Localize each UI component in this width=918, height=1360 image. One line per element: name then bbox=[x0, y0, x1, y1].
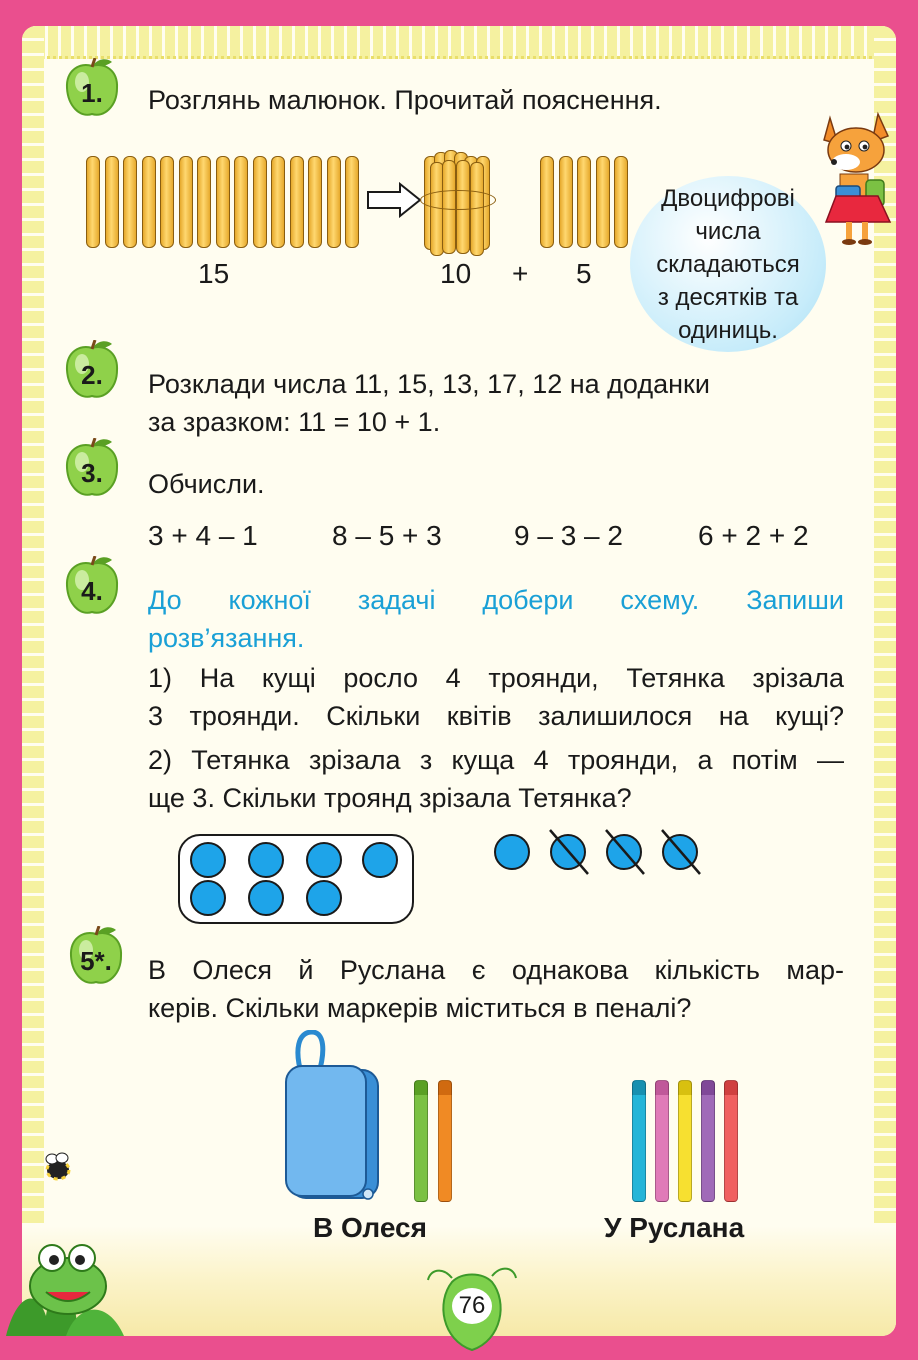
fox-character-icon bbox=[816, 104, 900, 246]
counting-rod bbox=[105, 156, 119, 248]
bubble-line: числа bbox=[695, 217, 761, 245]
speech-bubble bbox=[630, 176, 826, 352]
problem-2-line-2: ще 3. Скільки троянд зрізала Тетянка? bbox=[148, 783, 632, 813]
counting-rod bbox=[142, 156, 156, 248]
marker-icon bbox=[414, 1080, 428, 1202]
counting-rod bbox=[308, 156, 322, 248]
task-2-line-2: за зразком: 11 = 10 + 1. bbox=[148, 407, 441, 437]
counting-rod bbox=[540, 156, 554, 248]
problem-1-line-2: 3 троянди. Скільки квітів залишилося на кущі? bbox=[148, 701, 844, 731]
marker-icon bbox=[632, 1080, 646, 1202]
counting-rod bbox=[86, 156, 100, 248]
plus-sign: + bbox=[512, 258, 529, 289]
task-number: 5*. bbox=[80, 946, 112, 976]
label-5: 5 bbox=[576, 258, 592, 289]
counting-rod bbox=[253, 156, 267, 248]
bubble-line: складаються bbox=[656, 250, 800, 278]
task-number: 1. bbox=[81, 78, 103, 108]
lace-border-top bbox=[22, 26, 896, 59]
circle-icon bbox=[362, 842, 398, 878]
counting-rod bbox=[160, 156, 174, 248]
apple-icon-task-4 bbox=[62, 556, 122, 618]
counting-rod bbox=[327, 156, 341, 248]
counting-rod bbox=[123, 156, 137, 248]
counting-rod bbox=[179, 156, 193, 248]
marker-icon bbox=[438, 1080, 452, 1202]
problem-1-line-1: 1) На кущі росло 4 троянди, Тетянка зрізала bbox=[148, 663, 844, 693]
label-10: 10 bbox=[440, 258, 472, 289]
frog-icon bbox=[6, 1226, 134, 1338]
task-number: 4. bbox=[81, 576, 103, 606]
circle-icon bbox=[248, 880, 284, 916]
apple-icon-task-3 bbox=[62, 438, 122, 500]
counting-rod bbox=[197, 156, 211, 248]
bubble-line: одиниць. bbox=[678, 316, 778, 344]
task-5-line-1: В Олеся й Руслана є однакова кількість мар- bbox=[148, 955, 844, 985]
expression: 3 + 4 – 1 bbox=[148, 520, 258, 551]
counting-rod bbox=[216, 156, 230, 248]
task-1-text: Розглянь малюнок. Прочитай пояснення. bbox=[148, 85, 662, 115]
counting-rod bbox=[614, 156, 628, 248]
circle-icon bbox=[306, 880, 342, 916]
counting-rod bbox=[290, 156, 304, 248]
marker-icon bbox=[655, 1080, 669, 1202]
task-number: 3. bbox=[81, 458, 103, 488]
expression: 8 – 5 + 3 bbox=[332, 520, 442, 551]
bundle-band bbox=[420, 190, 496, 210]
pencil-case-icon bbox=[282, 1030, 382, 1206]
counting-rod bbox=[271, 156, 285, 248]
apple-icon-task-5 bbox=[66, 926, 126, 988]
task-5-line-2: керів. Скільки маркерів міститься в пеналі? bbox=[148, 993, 692, 1023]
counting-rod bbox=[596, 156, 610, 248]
caption-ruslan: У Руслана bbox=[604, 1212, 745, 1243]
lace-border-left bbox=[22, 26, 44, 1336]
problem-2-line-1: 2) Тетянка зрізала з куща 4 троянди, а потім — bbox=[148, 745, 844, 775]
caption-olesya: В Олеся bbox=[313, 1212, 427, 1243]
task-4-instruction-line-1: До кожної задачі добери схему. Запиши bbox=[148, 585, 844, 615]
counting-rod bbox=[577, 156, 591, 248]
counting-rod bbox=[345, 156, 359, 248]
counting-rod bbox=[559, 156, 573, 248]
apple-icon-task-1 bbox=[62, 58, 122, 120]
task-3-text: Обчисли. bbox=[148, 469, 265, 499]
apple-icon-task-2 bbox=[62, 340, 122, 402]
bubble-line: з десятків та bbox=[657, 283, 799, 311]
expression: 9 – 3 – 2 bbox=[514, 520, 623, 551]
circle-icon bbox=[190, 842, 226, 878]
circle-icon bbox=[494, 834, 530, 870]
strike-lines bbox=[540, 824, 710, 880]
label-15: 15 bbox=[198, 258, 230, 289]
bee-icon bbox=[40, 1150, 74, 1184]
task-2-line-1: Розклади числа 11, 15, 13, 17, 12 на доданки bbox=[148, 369, 710, 399]
circle-icon bbox=[248, 842, 284, 878]
expression: 6 + 2 + 2 bbox=[698, 520, 809, 551]
task-4-instruction-line-2: розв’язання. bbox=[148, 623, 305, 653]
bubble-line: Двоцифрові bbox=[661, 184, 795, 212]
counting-rod bbox=[234, 156, 248, 248]
circle-icon bbox=[306, 842, 342, 878]
marker-icon bbox=[678, 1080, 692, 1202]
task-number: 2. bbox=[81, 360, 103, 390]
arrow-right-icon bbox=[366, 182, 422, 218]
marker-icon bbox=[701, 1080, 715, 1202]
marker-icon bbox=[724, 1080, 738, 1202]
circle-icon bbox=[190, 880, 226, 916]
page-number: 76 bbox=[458, 1292, 486, 1319]
